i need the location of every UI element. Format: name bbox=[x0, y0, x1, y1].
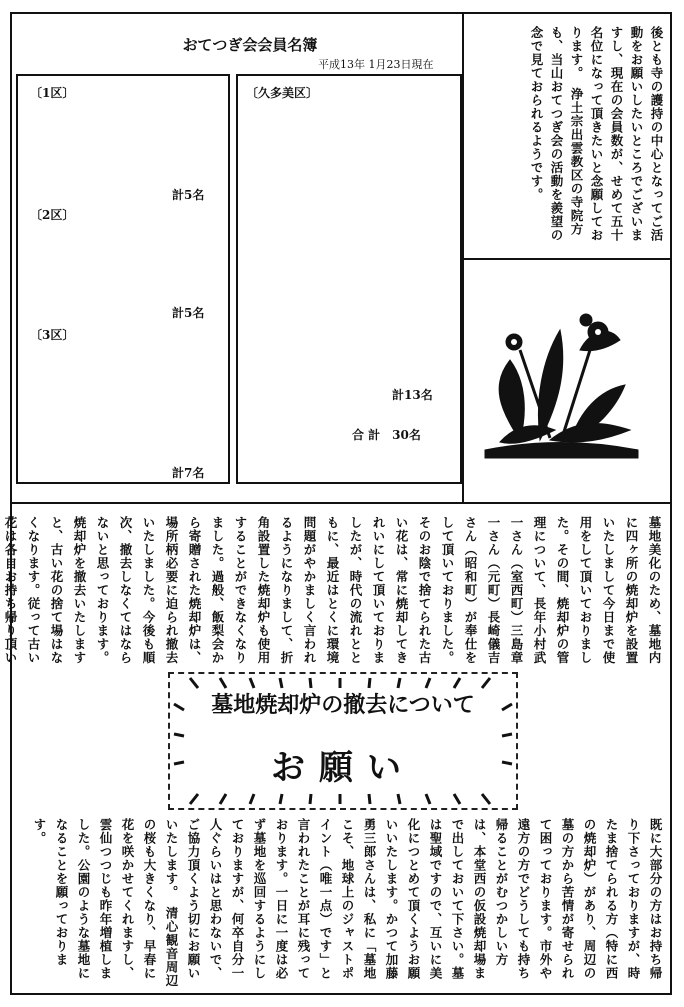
district-1-label: 〔1区〕 bbox=[30, 86, 75, 100]
district-3-label: 〔3区〕 bbox=[30, 328, 75, 342]
column-divider bbox=[462, 12, 464, 502]
banner-heading: 墓地焼却炉の撤去について bbox=[211, 693, 475, 718]
district-1-count: 計5名 bbox=[172, 188, 205, 202]
top-right-article: 後とも寺の護持の中心となってご活動をお願いしたいところでございますし、現在の会員数が、せめて五十名位になって頂きたいと念願しております。 浄土宗出雲教区の寺院方も、当山おてつぎ会の活動を羨望の念で見ておられるようです。 bbox=[529, 26, 664, 242]
roster-right-box bbox=[236, 74, 462, 484]
banner-request: お願い bbox=[271, 748, 415, 788]
notice-banner bbox=[168, 672, 518, 810]
roster-left-box bbox=[16, 74, 230, 484]
kudami-count: 計13名 bbox=[392, 388, 433, 402]
district-3-count: 計7名 bbox=[172, 466, 205, 480]
district-2-label: 〔2区〕 bbox=[30, 208, 75, 222]
section-divider-right bbox=[462, 258, 672, 260]
kudami-label: 〔久多美区〕 bbox=[246, 86, 319, 100]
roster-date: 平成13年 1月23日現在 bbox=[318, 58, 434, 71]
district-2-count: 計5名 bbox=[172, 306, 205, 320]
bottom-article-upper: 墓地美化のため、墓地内に四ヶ所の焼却炉を設置いたしまして今日まで使用をして頂いておりました。その間、焼却炉の管理について、長年小村武一さん（室西町）三島章一さん（元町）長崎儀吉さん（昭和町）が奉仕をして頂いておりました。そのお陰で捨てられた古い花は、常に焼却してきれいにして頂いておりましたが、時代の流れとともに、最近はとくに環境問題がやかましく言われるようになりまして、折角設置した焼却炉も使用することができなくなりました。過般、飯梨会から寄贈された焼却炉は、場所柄必要に迫られ撤去いたしました。今後も順次、撤去しなくてはならないと思っております。 焼却炉を撤去いたしますと、古い花の捨て場はなくなります。従って古い花は各自お持ち帰り頂い bbox=[3, 516, 662, 665]
plant-illustration bbox=[480, 290, 640, 460]
section-divider-main bbox=[10, 502, 672, 504]
roster-title: おてつぎ会会員名簿 bbox=[182, 36, 318, 54]
bottom-article-lower: 既に大部分の方はお持ち帰り下さっておりますが、時たま捨てられる方（特に西の焼却炉）があり、周辺の墓の方から苦情が寄せられて困っております。市外や遠方の方でどうしても持ち帰ることがむつかしい方は、本堂西の仮設焼却場まで出しておいて下さい。墓は聖域ですので、互いに美化につとめて頂くようお願いいたします。かつて加藤勇三郎さんは、私に「墓地こそ、地球上のジャストポイント（唯一点）です」と言われたことが耳に残っております。一日に一度は必ず墓地を巡回するようにしておりますが、何卒自分一人ぐらいはと思わないで、ご協力頂くよう切にお願いいたします。 清心観音周辺の桜も大きくなり、早春に花を咲かせてくれますし、雲仙つつじも昨年増植しました。公園のような墓地になることを願っております。 bbox=[32, 818, 663, 988]
roster-total: 合 計 30名 bbox=[352, 428, 421, 442]
